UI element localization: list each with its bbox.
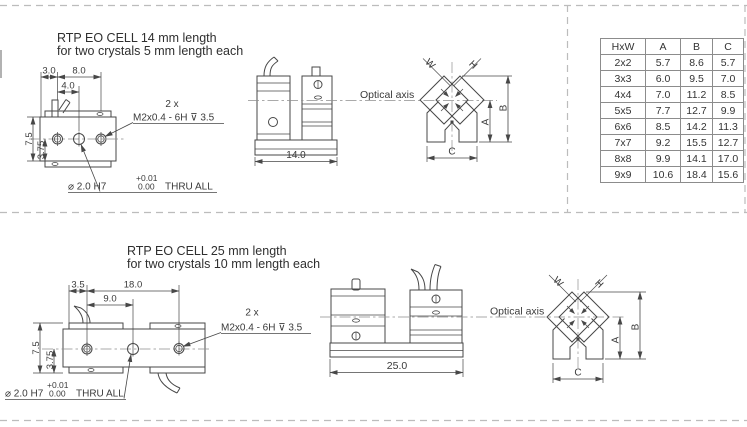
dim-label-h: H: [466, 58, 480, 72]
title-25mm-line2: for two crystals 10 mm length each: [127, 257, 321, 271]
leader-line-hole: [124, 355, 131, 399]
dim-label-a: A: [610, 336, 622, 344]
connector-tab: [52, 100, 58, 117]
axis-arrow: [567, 321, 575, 329]
dim-label: 3.75: [36, 140, 47, 160]
front-view-25mm: [5, 280, 311, 400]
dim-label-c: C: [574, 367, 582, 379]
tolerance-lower: 0.00: [49, 388, 66, 399]
table-cell: 5.7: [713, 55, 744, 71]
table-cell: 7x7: [601, 135, 646, 151]
dim-label: 3.5: [71, 279, 85, 291]
title-25mm-line1: RTP EO CELL 25 mm length: [127, 244, 287, 258]
dim-label: 7.5: [31, 341, 42, 355]
table-cell: 9x9: [601, 167, 646, 183]
axis-arrow: [582, 321, 590, 329]
table-header-cell: A: [646, 39, 681, 55]
axis-hole: [353, 319, 360, 322]
dim-label: 18.0: [123, 279, 143, 291]
table-cell: 17.0: [713, 151, 744, 167]
dim-label-w: W: [550, 275, 565, 290]
table-cell: 14.2: [681, 119, 713, 135]
dim-label-length: 14.0: [286, 150, 306, 161]
front-view-14mm: [24, 66, 224, 193]
axis-arrow: [582, 306, 590, 314]
table-cell: 9.2: [646, 135, 681, 151]
top-flange-plates: [69, 323, 205, 329]
dim-label-length: 25.0: [386, 360, 408, 372]
flange-slot-hole: [52, 163, 58, 166]
table-header-cell: C: [713, 39, 744, 55]
dim-label-w: W: [422, 57, 437, 72]
leader-line-screw: [183, 333, 221, 347]
screw-note-qty: 2 x: [245, 307, 259, 319]
table-row: [601, 135, 744, 151]
tolerance-upper: +0.01: [47, 380, 69, 390]
flange-slot-hole: [175, 325, 181, 328]
panel-25mm: [5, 244, 646, 400]
table-cell: 6x6: [601, 119, 646, 135]
table-cell: 5.7: [646, 55, 681, 71]
top-flange-plate: [45, 111, 111, 117]
dim-label: 9.0: [103, 293, 117, 305]
dim-label-a: A: [480, 118, 492, 126]
axis-hole: [315, 96, 322, 99]
table-row: [601, 119, 744, 135]
dimension-table: [600, 38, 744, 183]
table-cell: 8x8: [601, 151, 646, 167]
title-14mm-line1: RTP EO CELL 14 mm length: [57, 31, 217, 45]
hole-note-thru: THRU ALL: [76, 388, 124, 400]
table-cell: 11.3: [713, 119, 744, 135]
table-cell: 7.0: [646, 87, 681, 103]
table-cell: 8.5: [646, 119, 681, 135]
base-plate: [330, 343, 463, 357]
bottom-flange-plates: [69, 367, 205, 373]
table-cell: 12.7: [713, 135, 744, 151]
table-cell: 9.5: [681, 71, 713, 87]
table-row: [601, 87, 744, 103]
hole-note-thru: THRU ALL: [165, 181, 213, 193]
table-cell: 7.0: [713, 71, 744, 87]
table-cell: 8.5: [713, 87, 744, 103]
table-row: [601, 151, 744, 167]
cross-section-25mm: [320, 275, 646, 383]
center-marker: [577, 338, 580, 341]
dim-label: 3.75: [45, 350, 56, 370]
bottom-flange-plate: [45, 161, 111, 167]
wire-strand-left: [411, 269, 425, 290]
panel-14mm: [24, 31, 512, 193]
table-cell: 14.1: [681, 151, 713, 167]
table-header-cell: B: [681, 39, 713, 55]
top-tab: [352, 279, 360, 290]
table-cell: 15.6: [713, 167, 744, 183]
table-cell: 7.7: [646, 103, 681, 119]
axis-arrow: [456, 104, 464, 112]
table-cell: 6.0: [646, 71, 681, 87]
wire: [264, 57, 278, 76]
table-cell: 10.6: [646, 167, 681, 183]
table-cell: 3x3: [601, 71, 646, 87]
block-lines: [302, 104, 332, 126]
table-cell: 18.4: [681, 167, 713, 183]
flange-slot-hole: [97, 113, 103, 116]
axis-arrow: [441, 104, 449, 112]
dim-label: 7.5: [24, 132, 35, 146]
hole-note-dia: ⌀ 2.0 H7: [68, 181, 107, 193]
table-cell: 2x2: [601, 55, 646, 71]
dim-label: 3.0: [42, 65, 56, 77]
axis-arrow: [456, 89, 464, 97]
wire-strand-right: [430, 265, 441, 291]
dim-label-c: C: [448, 146, 456, 158]
table-cell: 4x4: [601, 87, 646, 103]
table-cell: 15.5: [681, 135, 713, 151]
left-block: [331, 289, 385, 343]
block-hole: [269, 118, 278, 127]
leader-line-screw: [105, 123, 133, 137]
top-tab: [312, 67, 320, 76]
dim-label-h: H: [592, 277, 606, 291]
screw-note-spec: M2x0.4 - 6H ⊽ 3.5: [133, 112, 215, 124]
wire-top: [74, 306, 90, 323]
table-header-cell: HxW: [601, 39, 646, 55]
wire-bottom: [158, 373, 180, 393]
flange-slot-hole: [88, 369, 94, 372]
axis-arrow: [441, 89, 449, 97]
table-cell: 9.9: [713, 103, 744, 119]
cross-section-14mm: [248, 57, 512, 162]
hole-note-dia: ⌀ 2.0 H7: [5, 388, 44, 400]
dim-label: 4.0: [61, 80, 75, 92]
table-row: [601, 55, 744, 71]
left-block: [257, 76, 290, 140]
table-header-row: [601, 39, 744, 55]
axis-hole: [433, 311, 440, 314]
extension-lines: [69, 285, 179, 344]
title-14mm-line2: for two crystals 5 mm length each: [57, 44, 244, 58]
tolerance-upper: +0.01: [136, 173, 158, 183]
table-row: [601, 71, 744, 87]
block-lines: [331, 296, 385, 326]
axis-arrow: [567, 306, 575, 314]
table-cell: 12.7: [681, 103, 713, 119]
side-view-25mm: [330, 265, 463, 378]
table-cell: 11.2: [681, 87, 713, 103]
table-cell: 5x5: [601, 103, 646, 119]
optical-axis-label: Optical axis: [360, 89, 415, 101]
dim-label-b: B: [498, 104, 510, 112]
screw-note-spec: M2x0.4 - 6H ⊽ 3.5: [221, 322, 303, 334]
block-lines: [410, 307, 462, 335]
side-view-14mm: [255, 57, 337, 166]
right-block: [302, 76, 332, 140]
table-cell: 8.6: [681, 55, 713, 71]
table-row: [601, 103, 744, 119]
dim-label-b: B: [630, 323, 642, 331]
center-marker: [451, 121, 454, 124]
optical-axis-label: Optical axis: [490, 305, 545, 318]
table-cell: 9.9: [646, 151, 681, 167]
dim-label: 8.0: [72, 65, 86, 77]
table-row: [601, 167, 744, 183]
tolerance-lower: 0.00: [138, 181, 155, 192]
screw-note-qty: 2 x: [165, 99, 179, 110]
